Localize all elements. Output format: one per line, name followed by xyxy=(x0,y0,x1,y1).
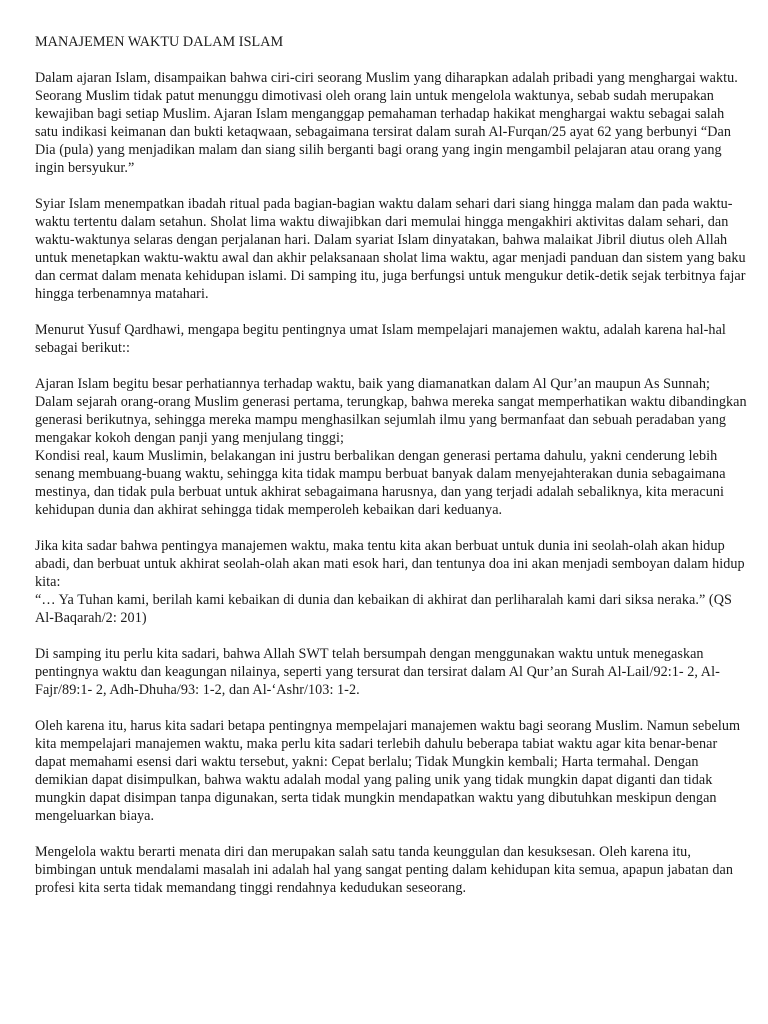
paragraph-3: Menurut Yusuf Qardhawi, mengapa begitu pentingnya umat Islam mempelajari manajemen waktu, adalah karena hal-hal sebagai berikut:: xyxy=(35,322,726,356)
reasons-list xyxy=(35,375,748,519)
paragraph-4-text: Jika kita sadar bahwa pentingya manajemen waktu, maka tentu kita akan berbuat untuk dunia ini seolah-olah akan hidup abadi, dan berbuat untuk akhirat seolah-olah akan mati esok hari, dan tentunya doa ini akan menjadi semboyan dalam hidup kita: xyxy=(35,538,745,590)
list-item: Kondisi real, kaum Muslimin, belakangan ini justru berbalikan dengan generasi pertama dahulu, yakni cenderung lebih senang membuang-buang waktu, sehingga kita tidak mampu berbuat banyak dalam menyejahterakan dunia sebagaimana mestinya, dan tidak pula berbuat untuk akhirat sebagaimana harusnya, dan yang terjadi adalah sebaliknya, kita meracuni kehidupan dunia dan akhirat sehingga tidak memperoleh kebaikan dari keduanya. xyxy=(35,448,726,518)
list-item: Ajaran Islam begitu besar perhatiannya terhadap waktu, baik yang diamanatkan dalam Al Qur’an maupun As Sunnah; xyxy=(35,376,710,392)
paragraph-6: Oleh karena itu, harus kita sadari betapa pentingnya mempelajari manajemen waktu bagi seorang Muslim. Namun sebelum kita mempelajari manajemen waktu, maka perlu kita sadari terlebih dahulu beberapa tabiat waktu agar kita benar-benar dapat memahami esensi dari waktu tersebut, yakni: Cepat berlalu; Tidak Mungkin kembali; Harta termahal. Dengan demikian dapat disimpulkan, bahwa waktu adalah modal yang paling unik yang tidak mungkin dapat diganti dan tidak mungkin dapat disimpan tanpa digunakan, serta tidak mungkin mendapatkan waktu yang dibutuhkan meskipun dengan mengeluarkan biaya. xyxy=(35,718,741,824)
document-title: MANAJEMEN WAKTU DALAM ISLAM xyxy=(35,34,284,50)
paragraph-2: Syiar Islam menempatkan ibadah ritual pada bagian-bagian waktu dalam sehari dari siang hingga malam dan pada waktu-waktu tertentu dalam setahun. Sholat lima waktu diwajibkan dari memulai hingga mengakhiri aktivitas dalam sehari, dan waktu-waktunya selaras dengan perjalanan hari. Dalam syariat Islam dinyatakan, bahwa malaikat Jibril diutus oleh Allah untuk menetapkan waktu-waktu awal dan akhir pelaksanaan sholat lima waktu, agar menjadi panduan dan sistem yang baku dan cermat dalam menata kehidupan islami. Di samping itu, juga berfungsi untuk mengukur detik-detik sejak terbitnya fajar hingga terbenamnya matahari. xyxy=(35,196,746,302)
document-page xyxy=(35,33,748,915)
paragraph-1: Dalam ajaran Islam, disampaikan bahwa ciri-ciri seorang Muslim yang diharapkan adalah pribadi yang menghargai waktu. Seorang Muslim tidak patut menunggu dimotivasi oleh orang lain untuk mengelola waktunya, sebab sudah merupakan kewajiban bagi setiap Muslim. Ajaran Islam menganggap pemahaman terhadap hakikat menghargai waktu sebagai salah satu indikasi keimanan dan bukti ketaqwaan, sebagaimana tersirat dalam surah Al-Furqan/25 ayat 62 yang berbunyi “Dan Dia (pula) yang menjadikan malam dan siang silih berganti bagi orang yang ingin mengambil pelajaran atau orang yang ingin bersyukur.” xyxy=(35,70,738,176)
paragraph-5: Di samping itu perlu kita sadari, bahwa Allah SWT telah bersumpah dengan menggunakan waktu untuk menegaskan pentingnya waktu dan keagungan nilainya, seperti yang tersurat dan tersirat dalam Al Qur’an Surah Al-Lail/92:1- 2, Al-Fajr/89:1- 2, Adh-Dhuha/93: 1-2, dan Al-‘Ashr/103: 1-2. xyxy=(35,646,720,698)
list-item: Dalam sejarah orang-orang Muslim generasi pertama, terungkap, bahwa mereka sangat memperhatikan waktu dibandingkan generasi berikutnya, sehingga mereka mampu menghasilkan sejumlah ilmu yang bermanfaat dan sebuah peradaban yang mengakar kokoh dengan panji yang menjulang tinggi; xyxy=(35,394,747,446)
paragraph-7: Mengelola waktu berarti menata diri dan merupakan salah satu tanda keunggulan dan kesuksesan. Oleh karena itu, bimbingan untuk mendalami masalah ini adalah hal yang sangat penting dalam kehidupan kita semua, apapun jabatan dan profesi kita serta tidak memandang tinggi rendahnya kedudukan seseorang. xyxy=(35,844,733,896)
paragraph-4 xyxy=(35,537,748,627)
quran-quote: “… Ya Tuhan kami, berilah kami kebaikan di dunia dan kebaikan di akhirat dan perliharalah kami dari siksa neraka.” (QS Al-Baqarah/2: 201) xyxy=(35,592,732,626)
